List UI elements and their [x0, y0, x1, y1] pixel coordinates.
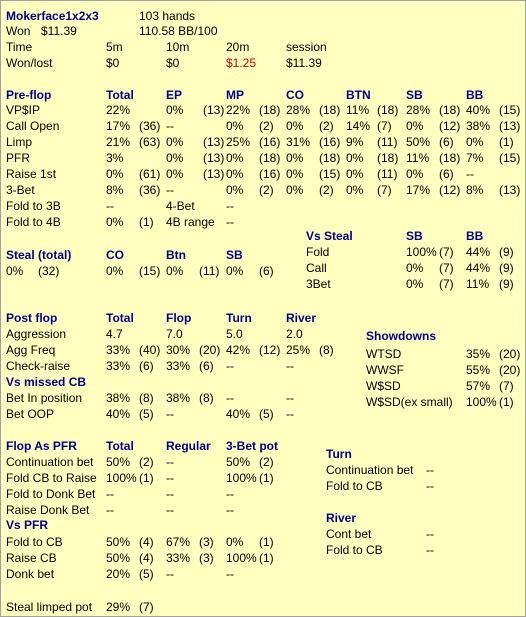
vs-steal-cell: (9): [499, 245, 514, 259]
preflop-row-label: VP$IP: [6, 103, 41, 117]
preflop-row-label: Call Open: [6, 119, 60, 133]
flop-pfr-cell: --: [166, 455, 174, 469]
showdown-value: 35%: [466, 347, 491, 361]
postflop-cell: 25%: [286, 343, 311, 357]
preflop-cell-count: (63): [139, 135, 161, 149]
preflop-cell-value: 0%: [226, 151, 244, 165]
turn-row-label: Fold to CB: [326, 479, 383, 493]
preflop-cell-count: (18): [319, 151, 341, 165]
missed-cb-cell: (5): [259, 407, 274, 421]
postflop-cell: (6): [139, 359, 154, 373]
preflop-cell-value: 14%: [346, 119, 371, 133]
steal-total-value: 0%: [6, 264, 24, 278]
preflop-cell-value: 28%: [286, 103, 311, 117]
preflop-cell-value: 8%: [466, 183, 484, 197]
preflop-col-header: BTN: [346, 88, 371, 102]
preflop-col-header: BB: [466, 88, 484, 102]
preflop-cell-count: (11): [377, 135, 398, 149]
postflop-cell: (40): [139, 343, 161, 357]
missed-cb-row-label: Bet In position: [6, 391, 83, 405]
preflop-cell-count: (7): [377, 119, 392, 133]
preflop-cell-count: (13): [203, 135, 225, 149]
postflop-col-header: Turn: [226, 311, 252, 325]
flop-pfr-cell: --: [226, 503, 234, 517]
flop-pfr-cell: --: [166, 503, 174, 517]
vs-pfr-row-label: Donk bet: [6, 567, 55, 581]
vs-steal-title: Vs Steal: [306, 229, 353, 243]
showdown-row-label: W$SD(ex small): [366, 395, 453, 409]
missed-cb-row-label: Bet OOP: [6, 407, 55, 421]
preflop-cell-value: 0%: [346, 167, 364, 181]
steal-col-btn: Btn: [166, 248, 186, 262]
preflop-cell-value: 0%: [466, 135, 484, 149]
preflop-cell-value: 7%: [466, 151, 484, 165]
wonlost-5m: $0: [106, 56, 120, 70]
postflop-col-header: Flop: [166, 311, 192, 325]
flop-pfr-cell: (2): [259, 455, 274, 469]
preflop-cell-count: (61): [139, 167, 161, 181]
steal-cell: 0%: [226, 264, 244, 278]
showdown-row-label: WWSF: [366, 363, 404, 377]
postflop-cell: (8): [319, 343, 334, 357]
preflop-cell-value: 28%: [406, 103, 431, 117]
preflop-cell-value: 17%: [106, 119, 131, 133]
postflop-cell: 33%: [106, 343, 131, 357]
showdown-count: (7): [499, 379, 514, 393]
flop-pfr-cell: --: [226, 487, 234, 501]
preflop-col-header: EP: [166, 88, 183, 102]
time-10m: 10m: [166, 40, 190, 54]
vs-steal-cell: 0%: [406, 261, 424, 275]
vs-steal-cell: (7): [439, 277, 454, 291]
flop-pfr-cell: 100%: [226, 471, 257, 485]
preflop-cell-count: (12): [439, 183, 461, 197]
preflop-cell-value: 21%: [106, 135, 131, 149]
flop-pfr-cell: (2): [139, 455, 154, 469]
missed-cb-cell: (8): [139, 391, 154, 405]
preflop-cell-count: (2): [259, 183, 274, 197]
preflop-cell-count: (13): [203, 167, 225, 181]
vs-pfr-cell: 67%: [166, 535, 191, 549]
player-name: Mokerface1x2x3: [6, 9, 99, 23]
preflop-cell-value: 0%: [406, 119, 424, 133]
preflop-cell-value: 0%: [286, 151, 304, 165]
vs-steal-cell: (7): [439, 245, 454, 259]
preflop-cell-count: (13): [203, 151, 225, 165]
missed-cb-cell: --: [286, 407, 294, 421]
flop-pfr-row-label: Raise Donk Bet: [6, 503, 90, 517]
preflop-cell-count: (36): [139, 183, 161, 197]
preflop-cell-count: (18): [439, 103, 461, 117]
wonlost-label: Won/lost: [6, 56, 53, 70]
river-title: River: [326, 511, 357, 525]
missed-cb-cell: (8): [199, 391, 214, 405]
postflop-col-header: Total: [106, 311, 134, 325]
postflop-cell: (12): [259, 343, 281, 357]
preflop-cell-count: (1): [499, 135, 514, 149]
postflop-cell: 5.0: [226, 327, 243, 341]
vs-pfr-cell: 20%: [106, 567, 131, 581]
flop-pfr-col-3bet: 3-Bet pot: [226, 439, 278, 453]
vs-pfr-row-label: Raise CB: [6, 551, 57, 565]
preflop-cell-count: (15): [499, 103, 521, 117]
steal-col-co: CO: [106, 248, 124, 262]
preflop-cell-count: (11): [377, 167, 398, 181]
preflop-cell-count: (16): [319, 135, 341, 149]
steal-total-count: (32): [38, 264, 60, 278]
won-label: Won: [6, 24, 31, 38]
vs-steal-cell: 44%: [466, 261, 491, 275]
preflop-cell-value: 25%: [226, 135, 251, 149]
fold-to-3b-label: Fold to 3B: [6, 199, 61, 213]
preflop-cell-value: 3%: [106, 151, 124, 165]
postflop-cell: 4.7: [106, 327, 123, 341]
preflop-cell-value: 0%: [166, 103, 184, 117]
preflop-cell-count: (18): [319, 103, 341, 117]
missed-cb-cell: 40%: [106, 407, 131, 421]
steal-limped-count: (7): [139, 600, 154, 614]
preflop-cell-count: (18): [439, 151, 461, 165]
flop-pfr-cell: 50%: [226, 455, 251, 469]
preflop-cell-count: (15): [319, 167, 341, 181]
postflop-cell: (20): [199, 343, 221, 357]
flop-pfr-col-regular: Regular: [166, 439, 211, 453]
vs-pfr-cell: 50%: [106, 535, 131, 549]
wonlost-20m: $1.25: [226, 56, 257, 70]
preflop-col-header: SB: [406, 88, 423, 102]
river-row-value: --: [426, 543, 434, 557]
missed-cb-cell: (5): [139, 407, 154, 421]
preflop-cell-value: --: [166, 119, 174, 133]
preflop-cell-count: (2): [319, 183, 334, 197]
preflop-row-label: PFR: [6, 151, 30, 165]
showdown-count: (20): [499, 363, 521, 377]
vs-steal-row-label: 3Bet: [306, 277, 331, 291]
showdown-count: (1): [499, 395, 514, 409]
hand-count: 103 hands: [139, 9, 196, 23]
vs-steal-row-label: Fold: [306, 245, 330, 259]
missed-cb-cell: 40%: [226, 407, 251, 421]
flop-pfr-cell: (1): [259, 471, 274, 485]
preflop-cell-count: (16): [259, 167, 281, 181]
vs-steal-col-sb: SB: [406, 229, 423, 243]
steal-cell: (6): [259, 264, 274, 278]
river-row-label: Cont bet: [326, 527, 372, 541]
vs-pfr-cell: 50%: [106, 551, 131, 565]
preflop-row-label: Raise 1st: [6, 167, 57, 181]
steal-limped-value: 29%: [106, 600, 131, 614]
won-value: $11.39: [41, 24, 77, 38]
postflop-row-label: Aggression: [6, 327, 67, 341]
flop-as-pfr-title: Flop As PFR: [6, 439, 77, 453]
wonlost-10m: $0: [166, 56, 180, 70]
preflop-col-header: CO: [286, 88, 304, 102]
flop-pfr-row-label: Fold to Donk Bet: [6, 487, 96, 501]
steal-cell: (15): [139, 264, 161, 278]
missed-cb-cell: 38%: [166, 391, 191, 405]
preflop-cell-count: (18): [259, 103, 281, 117]
vs-pfr-row-label: Fold to CB: [6, 535, 63, 549]
postflop-col-header: River: [286, 311, 317, 325]
vs-steal-cell: (9): [499, 261, 514, 275]
postflop-cell: 2.0: [286, 327, 303, 341]
fold-to-4b-value: 0%: [106, 215, 124, 229]
preflop-cell-value: 50%: [406, 135, 431, 149]
vs-steal-cell: 0%: [406, 277, 424, 291]
wonlost-session: $11.39: [286, 56, 322, 70]
flop-pfr-col-total: Total: [106, 439, 134, 453]
postflop-cell: 33%: [106, 359, 131, 373]
preflop-cell-value: 0%: [166, 151, 184, 165]
preflop-cell-value: 11%: [406, 151, 430, 165]
showdown-value: 57%: [466, 379, 491, 393]
river-row-label: Fold to CB: [326, 543, 383, 557]
vs-missed-cb-title: Vs missed CB: [6, 375, 87, 389]
vs-steal-cell: 11%: [466, 277, 490, 291]
steal-col-sb: SB: [226, 248, 243, 262]
four-bet-label: 4-Bet: [166, 199, 195, 213]
missed-cb-cell: --: [166, 407, 174, 421]
preflop-col-header: MP: [226, 88, 244, 102]
preflop-cell-count: (18): [259, 151, 281, 165]
preflop-cell-value: 8%: [106, 183, 124, 197]
vs-pfr-cell: 0%: [226, 535, 244, 549]
preflop-cell-value: 0%: [406, 167, 424, 181]
vs-pfr-cell: (4): [139, 551, 154, 565]
turn-row-value: --: [426, 463, 434, 477]
vs-pfr-cell: 33%: [166, 551, 191, 565]
postflop-row-label: Agg Freq: [6, 343, 56, 357]
preflop-cell-value: 40%: [466, 103, 491, 117]
vs-pfr-cell: (1): [259, 535, 274, 549]
preflop-cell-count: (13): [499, 119, 521, 133]
preflop-cell-count: (13): [499, 183, 521, 197]
vs-steal-row-label: Call: [306, 261, 327, 275]
vs-pfr-cell: (5): [139, 567, 154, 581]
four-bet-range-value: --: [226, 215, 234, 229]
preflop-cell-value: 17%: [406, 183, 431, 197]
preflop-cell-value: --: [466, 167, 474, 181]
vs-steal-cell: (7): [439, 261, 454, 275]
missed-cb-cell: --: [286, 391, 294, 405]
preflop-cell-count: (7): [377, 183, 392, 197]
preflop-cell-value: --: [166, 183, 174, 197]
showdown-count: (20): [499, 347, 521, 361]
preflop-cell-count: (36): [139, 119, 161, 133]
flop-pfr-cell: 100%: [106, 471, 137, 485]
vs-pfr-cell: (3): [199, 551, 214, 565]
preflop-cell-count: (18): [377, 103, 399, 117]
time-label: Time: [6, 40, 33, 54]
showdown-row-label: WTSD: [366, 347, 402, 361]
preflop-cell-count: (2): [259, 119, 274, 133]
preflop-cell-count: (12): [439, 119, 461, 133]
vs-pfr-cell: --: [226, 567, 234, 581]
flop-pfr-cell: --: [166, 471, 174, 485]
flop-pfr-row-label: Continuation bet: [6, 455, 94, 469]
preflop-cell-value: 0%: [346, 151, 364, 165]
vs-steal-cell: (9): [499, 277, 514, 291]
flop-pfr-row-label: Fold CB to Raise: [6, 471, 97, 485]
preflop-row-label: Limp: [6, 135, 33, 149]
vs-pfr-cell: --: [166, 567, 174, 581]
time-session: session: [286, 40, 327, 54]
missed-cb-cell: 38%: [106, 391, 131, 405]
showdown-value: 100%: [466, 395, 497, 409]
preflop-cell-value: 0%: [106, 167, 124, 181]
preflop-cell-count: (18): [377, 151, 399, 165]
preflop-cell-value: 0%: [286, 183, 304, 197]
turn-row-label: Continuation bet: [326, 463, 414, 477]
turn-title: Turn: [326, 447, 352, 461]
vs-steal-cell: 44%: [466, 245, 491, 259]
flop-pfr-cell: 50%: [106, 455, 131, 469]
river-row-value: --: [426, 527, 434, 541]
four-bet-range-label: 4B range: [166, 215, 215, 229]
showdowns-title: Showdowns: [366, 329, 436, 343]
flop-pfr-cell: --: [166, 487, 174, 501]
turn-row-value: --: [426, 479, 434, 493]
vs-pfr-cell: (1): [259, 551, 274, 565]
showdown-value: 55%: [466, 363, 491, 377]
preflop-cell-value: 0%: [286, 119, 304, 133]
bb-per-100: 110.58 BB/100: [139, 24, 218, 38]
preflop-title: Pre-flop: [6, 88, 52, 102]
flop-pfr-cell: --: [106, 503, 114, 517]
steal-cell: 0%: [106, 264, 124, 278]
postflop-cell: 33%: [166, 359, 191, 373]
vs-steal-col-bb: BB: [466, 229, 484, 243]
fold-to-4b-label: Fold to 4B: [6, 215, 61, 229]
preflop-col-header: Total: [106, 88, 134, 102]
vs-pfr-cell: 100%: [226, 551, 257, 565]
flop-pfr-cell: --: [106, 487, 114, 501]
vs-steal-cell: 100%: [406, 245, 437, 259]
postflop-cell: --: [226, 359, 234, 373]
time-5m: 5m: [106, 40, 123, 54]
steal-cell: 0%: [166, 264, 184, 278]
preflop-cell-count: (13): [203, 103, 225, 117]
steal-limped-label: Steal limped pot: [6, 600, 93, 614]
preflop-cell-count: (16): [259, 135, 281, 149]
steal-title: Steal (total): [6, 248, 72, 262]
preflop-cell-value: 0%: [226, 119, 244, 133]
postflop-cell: 30%: [166, 343, 191, 357]
preflop-cell-value: 38%: [466, 119, 491, 133]
preflop-cell-value: 0%: [166, 167, 184, 181]
vs-pfr-cell: (3): [199, 535, 214, 549]
flop-pfr-cell: (1): [139, 471, 154, 485]
preflop-cell-value: 22%: [106, 103, 131, 117]
preflop-cell-value: 9%: [346, 135, 364, 149]
vs-pfr-cell: (4): [139, 535, 154, 549]
time-20m: 20m: [226, 40, 250, 54]
preflop-cell-value: 22%: [226, 103, 251, 117]
preflop-cell-value: 0%: [286, 167, 304, 181]
postflop-cell: 42%: [226, 343, 251, 357]
preflop-cell-value: 11%: [346, 103, 370, 117]
preflop-cell-count: (15): [499, 151, 521, 165]
missed-cb-cell: --: [226, 391, 234, 405]
postflop-row-label: Check-raise: [6, 359, 71, 373]
postflop-cell: --: [286, 359, 294, 373]
preflop-cell-value: 0%: [346, 183, 364, 197]
showdown-row-label: W$SD: [366, 379, 401, 393]
preflop-cell-value: 0%: [226, 183, 244, 197]
vs-pfr-title: Vs PFR: [6, 518, 49, 532]
preflop-cell-value: 0%: [226, 167, 244, 181]
preflop-cell-count: (6): [439, 135, 454, 149]
four-bet-value: --: [226, 199, 234, 213]
postflop-cell: 7.0: [166, 327, 183, 341]
fold-to-3b-value: --: [106, 199, 114, 213]
fold-to-4b-count: (1): [139, 215, 154, 229]
preflop-cell-count: (6): [439, 167, 454, 181]
postflop-cell: (6): [199, 359, 214, 373]
preflop-cell-value: 31%: [286, 135, 311, 149]
preflop-cell-count: (2): [319, 119, 334, 133]
preflop-cell-value: 0%: [166, 135, 184, 149]
steal-cell: (11): [199, 264, 220, 278]
postflop-title: Post flop: [6, 311, 58, 325]
preflop-row-label: 3-Bet: [6, 183, 35, 197]
